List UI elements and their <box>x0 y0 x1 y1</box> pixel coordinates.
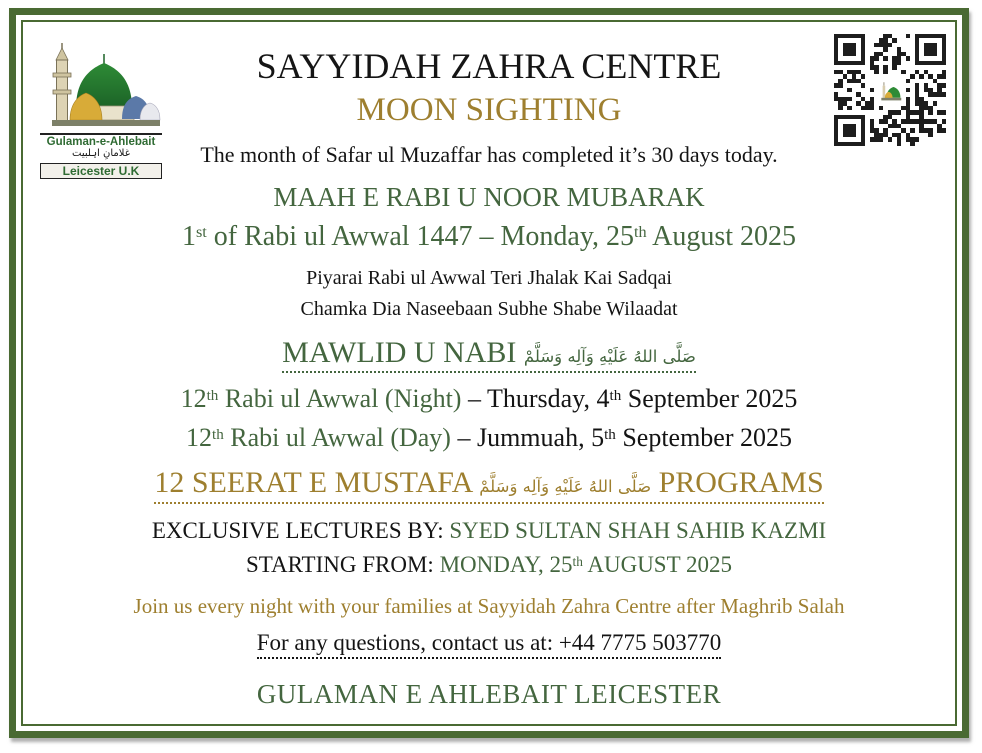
logo-location: Leicester U.K <box>40 163 162 179</box>
mosque-logo-icon <box>40 40 162 128</box>
contact-line <box>26 629 952 660</box>
contact-phone-text: For any questions, contact us at: +44 7775 503770 <box>257 629 722 660</box>
qr-center-mosque-icon <box>875 75 905 105</box>
footer-org-name: GULAMAN E AHLEBAIT LEICESTER <box>256 679 722 710</box>
mawlid-night-date-line: 12th Rabi ul Awwal (Night) – Thursday, 4th September 2025 <box>180 384 798 414</box>
first-rabi-date-line: 1st of Rabi ul Awwal 1447 – Monday, 25th August 2025 <box>181 220 797 252</box>
logo-org-name-urdu: غلامانِ اہلبیت <box>72 148 130 159</box>
moon-sighting-heading: MOON SIGHTING <box>356 92 622 129</box>
couplet-line-1: Piyarai Rabi ul Awwal Teri Jhalak Kai Sadqai <box>306 266 672 289</box>
org-logo <box>40 40 162 179</box>
flyer-content <box>26 24 952 721</box>
seerat-programs-heading <box>26 466 952 504</box>
page-title: SAYYIDAH ZAHRA CENTRE <box>256 46 722 86</box>
mawlid-heading-text: MAWLID U NABI صَلَّى اللهُ عَلَيْهِ وَآلِه وَسَلَّمْ <box>282 336 696 374</box>
couplet-line-2: Chamka Dia Naseebaan Subhe Shabe Wilaadat <box>300 297 678 320</box>
rabi-mubarak-heading: MAAH E RABI U NOOR MUBARAK <box>273 181 705 212</box>
invitation-line: Join us every night with your families at Sayyidah Zahra Centre after Maghrib Salah <box>133 593 845 618</box>
qr-code <box>834 34 946 146</box>
seerat-programs-heading-text: 12 SEERAT E MUSTAFA صَلَّى اللهُ عَلَيْهِ وَآلِه وَسَلَّمْ PROGRAMS <box>154 466 823 504</box>
logo-org-name: Gulaman-e-Ahlebait <box>40 133 162 148</box>
lectures-by-line: EXCLUSIVE LECTURES BY: SYED SULTAN SHAH SAHIB KAZMI <box>151 517 827 543</box>
mawlid-day-date-line: 12th Rabi ul Awwal (Day) – Jummuah, 5th September 2025 <box>186 423 792 453</box>
starting-from-line: STARTING FROM: MONDAY, 25th AUGUST 2025 <box>245 552 732 578</box>
safar-completion-announcement: The month of Safar ul Muzaffar has completed it’s 30 days today. <box>200 142 778 168</box>
mawlid-heading <box>26 336 952 374</box>
